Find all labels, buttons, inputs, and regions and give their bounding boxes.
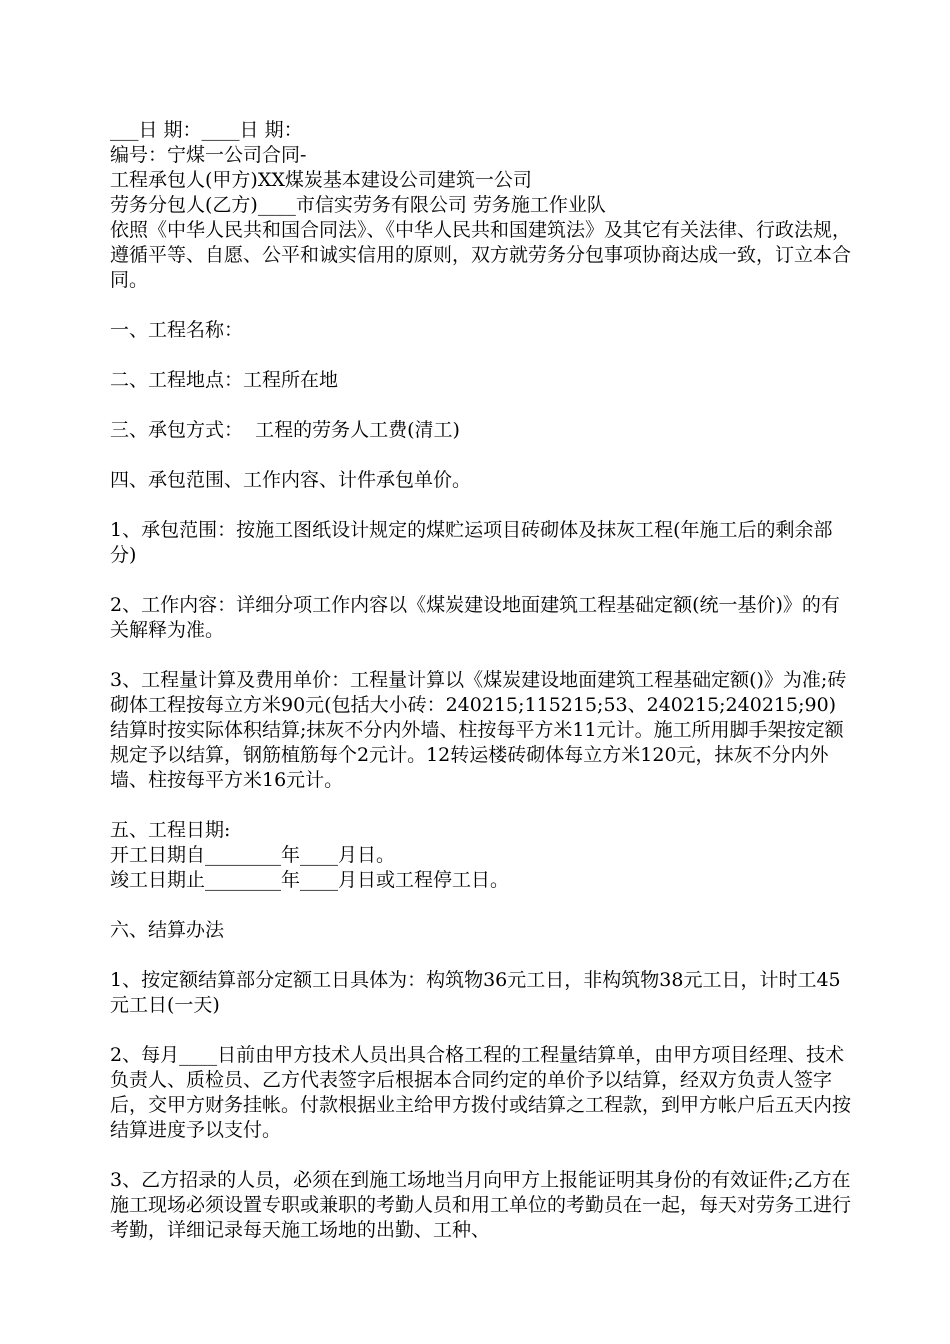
section-6-item-3: 3、乙方招录的人员，必须在到施工场地当月向甲方上报能证明其身份的有效证件;乙方在施工现场必须设置专职或兼职的考勤人员和用工单位的考勤员在一起，每天对劳务工进行考勤，详细记录每天施工场地的出勤、工种、 [110,1169,852,1241]
party-a: 工程承包人(甲方)XX煤炭基本建设公司建筑一公司 [110,169,532,191]
end-date-line: 竣工日期止________年____月日或工程停工日。 [110,869,510,891]
section-4-item-1: 1、承包范围：按施工图纸设计规定的煤贮运项目砖砌体及抹灰工程(年施工后的剩余部分) [110,519,833,566]
section-3-heading: 三、承包方式： 工程的劳务人工费(清工) [110,419,460,441]
section-5-heading: 五、工程日期: [110,819,231,841]
start-date-line: 开工日期自________年____月日。 [110,844,396,866]
section-6-heading: 六、结算办法 [110,919,225,941]
section-2-heading: 二、工程地点：工程所在地 [110,369,339,391]
section-1-heading: 一、工程名称： [110,319,244,341]
party-b: 劳务分包人(乙方)____市信实劳务有限公司 劳务施工作业队 [110,194,606,216]
section-4-item-3: 3、工程量计算及费用单价：工程量计算以《煤炭建设地面建筑工程基础定额()》为准;砖砌体工程按每立方米90元(包括大小砖：240215;115215;53、240215;240215;90)结算时按实际体积结算;抹灰不分内外墙、柱按每平方米11元计。施工所用脚手架按定额规定予以结算，钢筋植筋每个2元计。12转运楼砖砌体每立方米120元，抹灰不分内外墙、柱按每平方米16元计。 [110,669,847,791]
contract-number: 编号：宁煤一公司合同- [110,144,307,166]
date-line: ___日 期：____日 期： [110,119,303,141]
section-6-item-2: 2、每月____日前由甲方技术人员出具合格工程的工程量结算单，由甲方项目经理、技术负责人、质检员、乙方代表签字后根据本合同约定的单价予以结算，经双方负责人签字后，交甲方财务挂帐。付款根据业主给甲方拨付或结算之工程款，到甲方帐户后五天内按结算进度予以支付。 [110,1044,852,1141]
section-4-item-2: 2、工作内容：详细分项工作内容以《煤炭建设地面建筑工程基础定额(统一基价)》的有关解释为准。 [110,594,840,641]
section-4-heading: 四、承包范围、工作内容、计件承包单价。 [110,469,472,491]
document-page [110,118,855,1243]
intro-paragraph: 依照《中华人民共和国合同法》、《中华人民共和国建筑法》及其它有关法律、行政法规，遵循平等、自愿、公平和诚实信用的原则，双方就劳务分包事项协商达成一致，订立本合同。 [110,219,852,291]
section-6-item-1: 1、按定额结算部分定额工日具体为：构筑物36元工日，非构筑物38元工日，计时工45元工日(一天) [110,969,841,1016]
